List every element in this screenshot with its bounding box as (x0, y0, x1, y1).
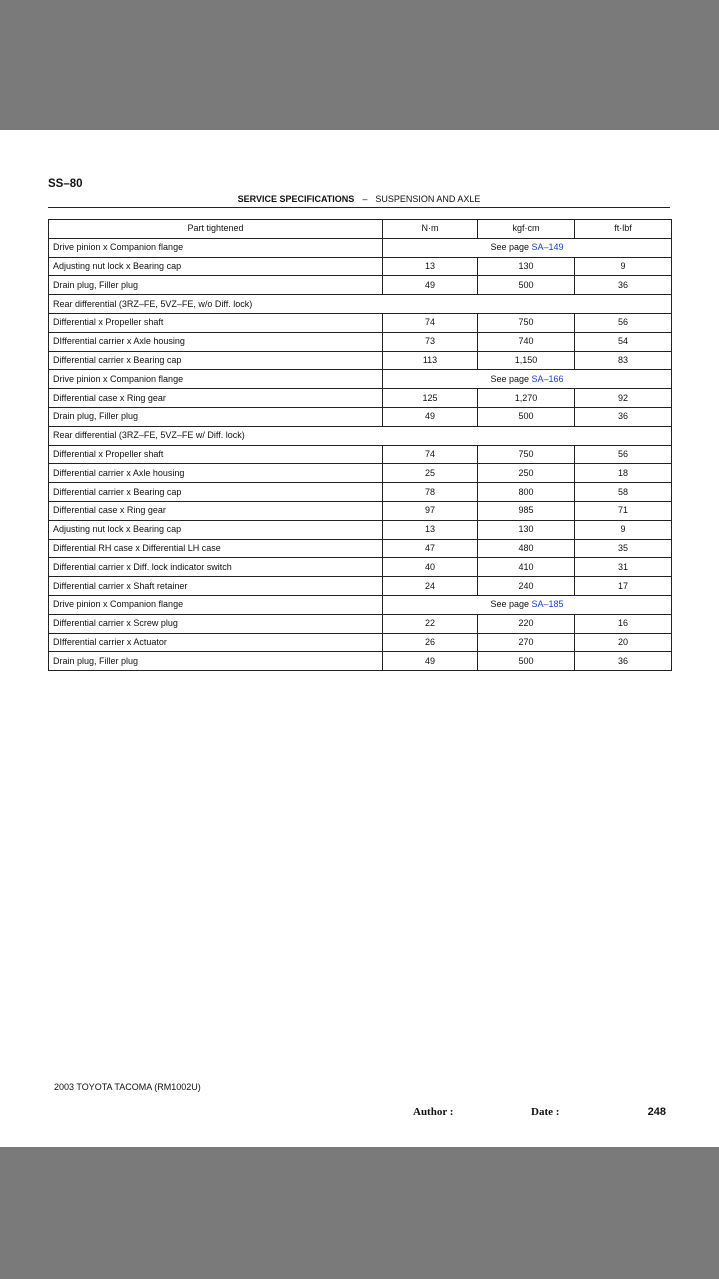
section-title-subtitle: SUSPENSION AND AXLE (375, 194, 481, 204)
table-row (49, 389, 672, 408)
table-row (49, 539, 672, 558)
kgfcm-cell: 500 (478, 276, 575, 295)
kgfcm-cell: 410 (478, 558, 575, 577)
ftlbf-cell: 18 (575, 464, 672, 483)
kgfcm-cell: 270 (478, 633, 575, 652)
nm-cell: 113 (383, 351, 478, 370)
page-code: SS–80 (48, 178, 83, 190)
nm-cell: 73 (383, 332, 478, 351)
ftlbf-cell: 35 (575, 539, 672, 558)
kgfcm-cell: 130 (478, 257, 575, 276)
table-row (49, 614, 672, 633)
part-cell: Differential carrier x Bearing cap (49, 483, 383, 502)
kgfcm-cell: 480 (478, 539, 575, 558)
ftlbf-cell: 9 (575, 257, 672, 276)
part-cell: Differential case x Ring gear (49, 501, 383, 520)
part-cell: Adjusting nut lock x Bearing cap (49, 520, 383, 539)
kgfcm-cell: 800 (478, 483, 575, 502)
table-row (49, 464, 672, 483)
table-row (49, 351, 672, 370)
see-page-link[interactable]: SA–166 (531, 373, 564, 384)
nm-cell: 26 (383, 633, 478, 652)
table-row (49, 652, 672, 671)
kgfcm-cell: 130 (478, 520, 575, 539)
table-row (49, 238, 672, 257)
nm-cell: 74 (383, 445, 478, 464)
nm-cell: 24 (383, 577, 478, 596)
part-cell: Drive pinion x Companion flange (49, 238, 383, 257)
nm-cell: 49 (383, 652, 478, 671)
ftlbf-cell: 20 (575, 633, 672, 652)
table-row (49, 445, 672, 464)
table-row (49, 577, 672, 596)
ftlbf-cell: 56 (575, 445, 672, 464)
ftlbf-cell: 54 (575, 332, 672, 351)
table-row (49, 370, 672, 389)
see-page-cell (383, 370, 672, 389)
document-page (0, 130, 719, 1147)
table-row (49, 257, 672, 276)
table-row (49, 426, 672, 445)
nm-cell: 13 (383, 257, 478, 276)
nm-cell: 97 (383, 501, 478, 520)
ftlbf-cell: 92 (575, 389, 672, 408)
nm-cell: 40 (383, 558, 478, 577)
nm-cell: 49 (383, 276, 478, 295)
nm-cell: 25 (383, 464, 478, 483)
ftlbf-cell: 58 (575, 483, 672, 502)
nm-cell: 13 (383, 520, 478, 539)
part-cell: Differential carrier x Axle housing (49, 464, 383, 483)
part-cell: Differential carrier x Screw plug (49, 614, 383, 633)
part-cell: DIfferential carrier x Actuator (49, 633, 383, 652)
table-row (49, 332, 672, 351)
part-cell: Drain plug, Filler plug (49, 407, 383, 426)
footer-author-label: Author : (413, 1106, 454, 1118)
column-header-nm: N·m (383, 220, 478, 239)
part-cell: Differential RH case x Differential LH case (49, 539, 383, 558)
see-page-link[interactable]: SA–149 (531, 242, 564, 253)
table-row (49, 483, 672, 502)
column-header-ftlbf: ft·lbf (575, 220, 672, 239)
table-row (49, 295, 672, 314)
ftlbf-cell: 17 (575, 577, 672, 596)
nm-cell: 78 (383, 483, 478, 502)
part-cell: Adjusting nut lock x Bearing cap (49, 257, 383, 276)
part-cell: Differential x Propeller shaft (49, 313, 383, 332)
table-header-row (49, 220, 672, 239)
column-header-kgfcm: kgf·cm (478, 220, 575, 239)
kgfcm-cell: 500 (478, 407, 575, 426)
see-page-cell (383, 595, 672, 614)
ftlbf-cell: 36 (575, 652, 672, 671)
part-cell: DIfferential carrier x Axle housing (49, 332, 383, 351)
ftlbf-cell: 56 (575, 313, 672, 332)
table-row (49, 595, 672, 614)
table-row (49, 407, 672, 426)
group-header-cell: Rear differential (3RZ–FE, 5VZ–FE w/ Diff. lock) (49, 426, 672, 445)
footer-vehicle: 2003 TOYOTA TACOMA (RM1002U) (54, 1082, 201, 1092)
kgfcm-cell: 240 (478, 577, 575, 596)
ftlbf-cell: 31 (575, 558, 672, 577)
kgfcm-cell: 1,270 (478, 389, 575, 408)
part-cell: Drain plug, Filler plug (49, 276, 383, 295)
part-cell: Differential case x Ring gear (49, 389, 383, 408)
part-cell: Differential x Propeller shaft (49, 445, 383, 464)
section-title-dash: – (362, 194, 368, 204)
table-body (49, 238, 672, 670)
kgfcm-cell: 985 (478, 501, 575, 520)
part-cell: Differential carrier x Shaft retainer (49, 577, 383, 596)
footer-date-label: Date : (531, 1106, 560, 1118)
ftlbf-cell: 83 (575, 351, 672, 370)
kgfcm-cell: 500 (478, 652, 575, 671)
see-page-text: See page (490, 599, 529, 610)
page-number: 248 (647, 1106, 666, 1118)
table-row (49, 276, 672, 295)
part-cell: Differential carrier x Bearing cap (49, 351, 383, 370)
table-row (49, 633, 672, 652)
kgfcm-cell: 1,150 (478, 351, 575, 370)
part-cell: Drive pinion x Companion flange (49, 595, 383, 614)
kgfcm-cell: 740 (478, 332, 575, 351)
see-page-text: See page (490, 242, 529, 253)
section-title-main: SERVICE SPECIFICATIONS (237, 194, 355, 204)
ftlbf-cell: 71 (575, 501, 672, 520)
ftlbf-cell: 16 (575, 614, 672, 633)
table-row (49, 501, 672, 520)
torque-spec-table (48, 219, 672, 671)
nm-cell: 47 (383, 539, 478, 558)
title-rule (48, 207, 670, 208)
table-row (49, 313, 672, 332)
see-page-text: See page (490, 373, 529, 384)
nm-cell: 49 (383, 407, 478, 426)
ftlbf-cell: 9 (575, 520, 672, 539)
kgfcm-cell: 250 (478, 464, 575, 483)
see-page-link[interactable]: SA–185 (531, 599, 564, 610)
group-header-cell: Rear differential (3RZ–FE, 5VZ–FE, w/o Diff. lock) (49, 295, 672, 314)
see-page-cell (383, 238, 672, 257)
ftlbf-cell: 36 (575, 276, 672, 295)
section-title (48, 194, 670, 204)
table-row (49, 520, 672, 539)
part-cell: Differential carrier x Diff. lock indicator switch (49, 558, 383, 577)
nm-cell: 22 (383, 614, 478, 633)
nm-cell: 74 (383, 313, 478, 332)
part-cell: Drive pinion x Companion flange (49, 370, 383, 389)
table-row (49, 558, 672, 577)
kgfcm-cell: 220 (478, 614, 575, 633)
kgfcm-cell: 750 (478, 313, 575, 332)
part-cell: Drain plug, Filler plug (49, 652, 383, 671)
column-header-part: Part tightened (49, 220, 383, 239)
kgfcm-cell: 750 (478, 445, 575, 464)
ftlbf-cell: 36 (575, 407, 672, 426)
nm-cell: 125 (383, 389, 478, 408)
